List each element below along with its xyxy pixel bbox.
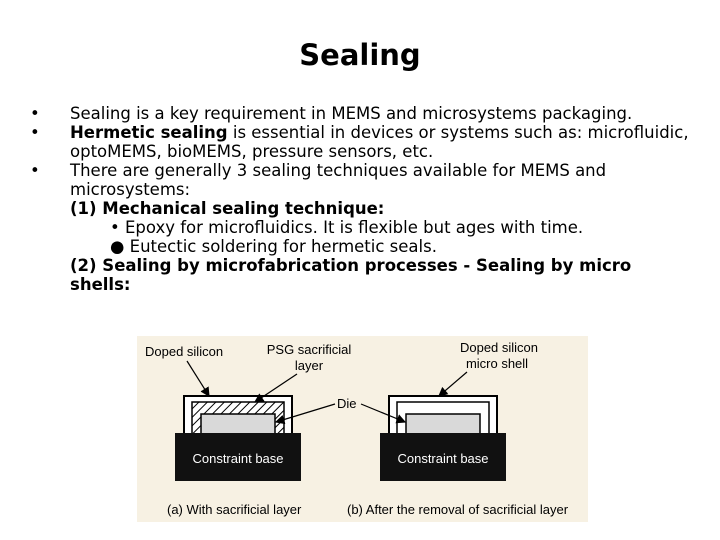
label-die: Die bbox=[337, 396, 357, 411]
sealing-diagram-svg bbox=[137, 336, 588, 522]
sub-item-epoxy bbox=[30, 218, 695, 237]
bullet-marker: • bbox=[30, 161, 40, 180]
label-doped-shell-line-1: Doped silicon bbox=[459, 340, 539, 355]
bullet-3 bbox=[30, 161, 695, 199]
die-right bbox=[406, 414, 480, 434]
bullet-marker: • bbox=[30, 104, 40, 123]
constraint-base-left-label: Constraint base bbox=[192, 451, 284, 466]
sub-item-eutectic bbox=[30, 237, 695, 256]
bullet-2-bold-term: Hermetic sealing bbox=[70, 123, 228, 142]
sub-item-eutectic-text: Eutectic soldering for hermetic seals. bbox=[129, 237, 437, 256]
arrow-micro-shell bbox=[439, 372, 467, 396]
caption-a: (a) With sacrificial layer bbox=[167, 502, 302, 517]
sub-item-epoxy-text: Epoxy for microfluidics. It is flexible but ages with time. bbox=[124, 218, 584, 237]
label-doped-shell-line-2: micro shell bbox=[465, 356, 529, 371]
bullet-1-text: Sealing is a key requirement in MEMS and microsystems packaging. bbox=[70, 104, 633, 123]
constraint-base-right-label: Constraint base bbox=[397, 451, 489, 466]
assembly-after-removal bbox=[380, 396, 506, 481]
slide-body bbox=[30, 104, 695, 294]
arrow-doped-silicon bbox=[187, 361, 209, 396]
sub-item-marker: ● bbox=[110, 237, 125, 256]
bullet-2 bbox=[30, 123, 695, 161]
label-psg-line-1: PSG sacrificial bbox=[266, 342, 352, 357]
die-left bbox=[201, 414, 275, 434]
assembly-with-sacrificial-layer bbox=[175, 396, 301, 481]
bullet-2-text: is essential in devices or systems such as: microfluidic, optoMEMS, bioMEMS, pressure sensors, etc. bbox=[70, 123, 689, 161]
technique-1-heading: (1) Mechanical sealing technique: bbox=[70, 199, 385, 218]
bullet-marker: • bbox=[30, 123, 40, 142]
label-psg-line-2: layer bbox=[294, 358, 324, 373]
bullet-1 bbox=[30, 104, 695, 123]
slide-title: Sealing bbox=[299, 38, 421, 72]
bullet-3-text: There are generally 3 sealing techniques available for MEMS and microsystems: bbox=[70, 161, 607, 199]
sub-item-marker: • bbox=[110, 218, 120, 237]
caption-b: (b) After the removal of sacrificial layer bbox=[347, 502, 569, 517]
label-doped-silicon: Doped silicon bbox=[145, 344, 224, 359]
technique-2-heading: (2) Sealing by microfabrication processes - Sealing by micro shells: bbox=[70, 256, 632, 294]
sealing-diagram bbox=[137, 336, 588, 522]
